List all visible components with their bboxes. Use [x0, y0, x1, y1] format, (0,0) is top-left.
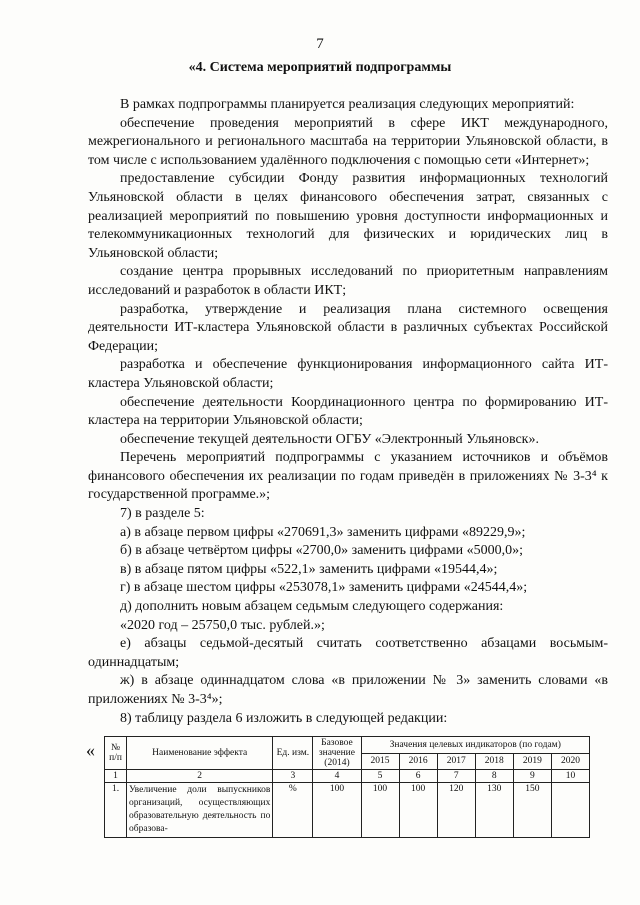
body-text: [88, 96, 608, 728]
paragraph: разработка и обеспечение функционирования информационного сайта ИТ-кластера Ульяновской области;: [88, 357, 608, 391]
paragraph: Перечень мероприятий подпрограммы с указанием источников и объёмов финансового обеспечения их реализации по годам приведён в приложениях № 3-3⁴ к государственной программе.»;: [88, 450, 608, 503]
index-cell: 3: [273, 770, 313, 783]
row-value: 130: [475, 783, 513, 838]
row-name: Увеличение доли выпускников организаций, осуществляющих образовательную деятельность по образова-: [127, 783, 273, 838]
row-value: 120: [437, 783, 475, 838]
paragraph: б) в абзаце четвёртом цифры «2700,0» заменить цифрами «5000,0»;: [120, 543, 523, 559]
header-name: Наименование эффекта: [127, 737, 273, 770]
index-cell: 7: [437, 770, 475, 783]
paragraph: 8) таблицу раздела 6 изложить в следующей редакции:: [120, 710, 448, 726]
index-cell: 2: [127, 770, 273, 783]
paragraph: 7) в разделе 5:: [120, 506, 205, 522]
paragraph: д) дополнить новым абзацем седьмым следующего содержания:: [120, 599, 504, 615]
paragraph: а) в абзаце первом цифры «270691,3» заменить цифрами «89229,9»;: [120, 524, 526, 540]
paragraph: в) в абзаце пятом цифры «522,1» заменить цифрами «19544,4»;: [120, 561, 498, 577]
row-value: 150: [513, 783, 551, 838]
row-value: [551, 783, 589, 838]
table-header-row: [105, 737, 590, 754]
paragraph: обеспечение проведения мероприятий в сфере ИКТ международного, межрегионального и регионального масштаба на территории Ульяновской области, в том числе с использованием удалённого подключения с помощью сети «Интернет»;: [88, 115, 608, 168]
row-num: 1.: [105, 783, 127, 838]
table-index-row: [105, 770, 590, 783]
row-base: 100: [313, 783, 361, 838]
row-value: 100: [399, 783, 437, 838]
header-year: 2020: [551, 753, 589, 770]
index-cell: 9: [513, 770, 551, 783]
paragraph: разработка, утверждение и реализация плана системного освещения деятельности ИТ-кластера Ульяновской области в различных субъектах Российской Федерации;: [88, 301, 608, 354]
paragraph: обеспечение деятельности Координационного центра по формированию ИТ-кластера на территории Ульяновской области;: [88, 394, 608, 429]
header-targets: Значения целевых индикаторов (по годам): [361, 737, 590, 754]
paragraph: предоставление субсидии Фонду развития информационных технологий Ульяновской области в целях финансового обеспечения затрат, связанных с реализацией мероприятий по повышению уровня доступности информационных и телекоммуникационных технологий для физических и юридических лиц в Ульяновской области;: [88, 171, 608, 261]
paragraph: г) в абзаце шестом цифры «253078,1» заменить цифрами «24544,4»;: [120, 580, 528, 596]
header-year: 2015: [361, 753, 399, 770]
index-cell: 5: [361, 770, 399, 783]
header-year: 2016: [399, 753, 437, 770]
index-cell: 4: [313, 770, 361, 783]
index-cell: 6: [399, 770, 437, 783]
header-base: Базовое значение (2014): [313, 737, 361, 770]
header-num: № п/п: [105, 737, 127, 770]
paragraph: е) абзацы седьмой-десятый считать соответственно абзацами восьмым-одиннадцатым;: [88, 636, 608, 670]
row-unit: %: [273, 783, 313, 838]
page-number: 7: [316, 36, 324, 52]
header-year: 2019: [513, 753, 551, 770]
effects-table: [104, 736, 590, 838]
section-heading: «4. Система мероприятий подпрограммы: [188, 60, 452, 75]
header-year: 2018: [475, 753, 513, 770]
paragraph: создание центра прорывных исследований по приоритетным направлениям исследований и разработок в области ИКТ;: [88, 264, 608, 298]
index-cell: 1: [105, 770, 127, 783]
row-value: 100: [361, 783, 399, 838]
table-row: [105, 783, 590, 838]
index-cell: 10: [551, 770, 589, 783]
header-unit: Ед. изм.: [273, 737, 313, 770]
paragraph: ж) в абзаце одиннадцатом слова «в приложении № 3» заменить словами «в приложениях № 3-3⁴»;: [88, 673, 608, 707]
index-cell: 8: [475, 770, 513, 783]
table-open-quote: «: [86, 740, 95, 760]
paragraph: В рамках подпрограммы планируется реализация следующих мероприятий:: [120, 97, 575, 112]
paragraph: «2020 год – 25750,0 тыс. рублей.»;: [120, 617, 325, 633]
header-year: 2017: [437, 753, 475, 770]
paragraph: обеспечение текущей деятельности ОГБУ «Электронный Ульяновск».: [120, 431, 539, 447]
